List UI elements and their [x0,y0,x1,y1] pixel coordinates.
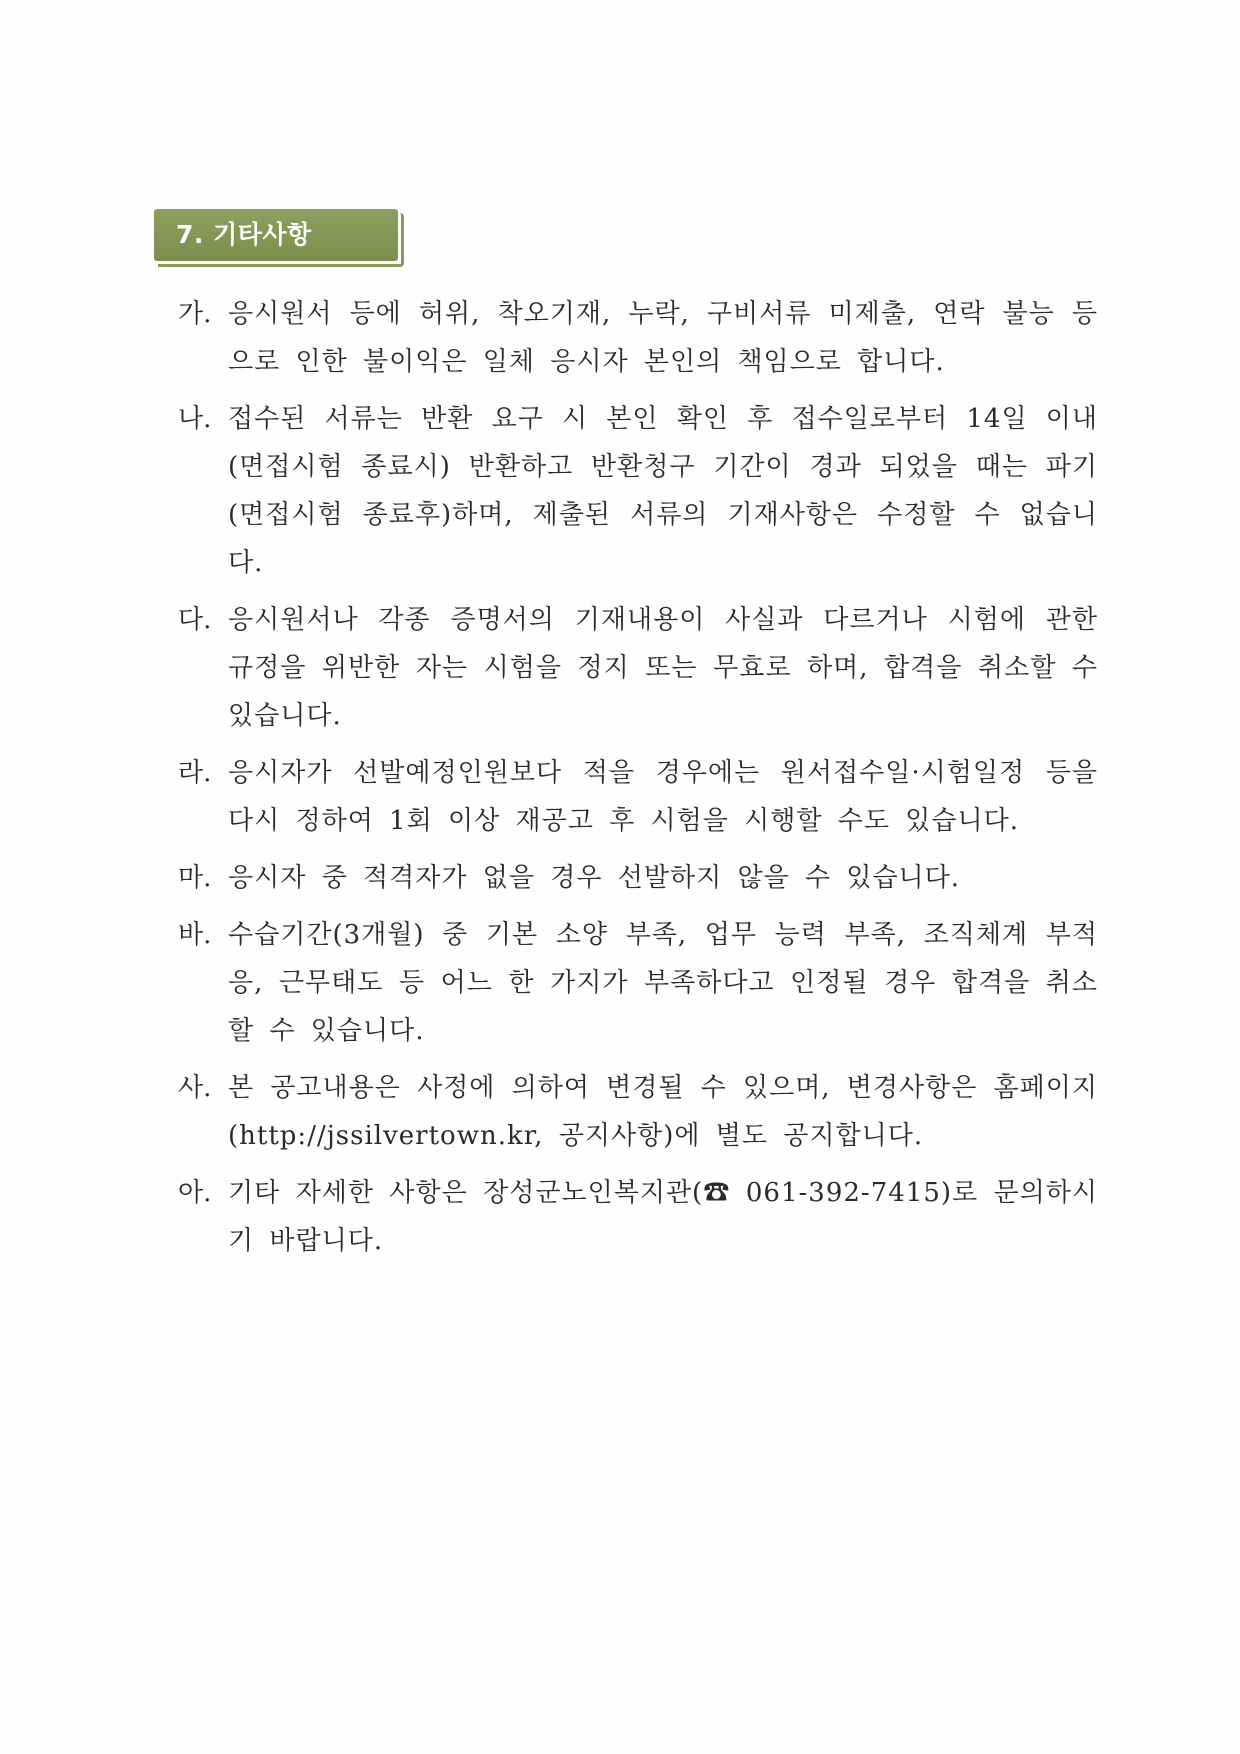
item-text: 응시원서나 각종 증명서의 기재내용이 사실과 다르거나 시험에 관한 규정을 위반한 자는 시험을 정지 또는 무효로 하며, 합격을 취소할 수 있습니다. [228,605,1098,731]
item-text: 응시자 중 적격자가 없을 경우 선발하지 않을 수 있습니다. [228,863,961,893]
list-item [178,749,1098,845]
section-title: 7. 기타사항 [176,220,312,249]
item-marker: 다. [178,605,212,635]
item-text: 응시자가 선발예정인원보다 적을 경우에는 원서접수일·시험일정 등을 다시 정하여 1회 이상 재공고 후 시험을 시행할 수도 있습니다. [228,758,1098,836]
item-marker: 나. [178,404,212,434]
notice-list [178,290,1098,1274]
list-item [178,854,1098,902]
item-text: 접수된 서류는 반환 요구 시 본인 확인 후 접수일로부터 14일 이내(면접시험 종료시) 반환하고 반환청구 기간이 경과 되었을 때는 파기(면접시험 종료후)하며, 제출된 서류의 기재사항은 수정할 수 없습니다. [228,404,1098,578]
item-marker: 가. [178,299,212,329]
item-marker: 사. [178,1073,212,1103]
item-marker: 바. [178,920,212,950]
item-text: 수습기간(3개월) 중 기본 소양 부족, 업무 능력 부족, 조직체계 부적응, 근무태도 등 어느 한 가지가 부족하다고 인정될 경우 합격을 취소할 수 있습니다. [228,920,1098,1046]
item-marker: 라. [178,758,212,788]
item-marker: 마. [178,863,212,893]
item-text: 기타 자세한 사항은 장성군노인복지관(☎ 061-392-7415)로 문의하시기 바랍니다. [228,1178,1098,1256]
item-marker: 아. [178,1178,212,1208]
item-text: 본 공고내용은 사정에 의하여 변경될 수 있으며, 변경사항은 홈페이지(http://jssilvertown.kr, 공지사항)에 별도 공지합니다. [228,1073,1098,1151]
list-item [178,1064,1098,1160]
section-header-box [154,209,398,261]
list-item [178,1169,1098,1265]
list-item [178,596,1098,740]
item-text: 응시원서 등에 허위, 착오기재, 누락, 구비서류 미제출, 연락 불능 등으로 인한 불이익은 일체 응시자 본인의 책임으로 합니다. [228,299,1098,377]
list-item [178,911,1098,1055]
section-header [154,209,400,265]
list-item [178,290,1098,386]
list-item [178,395,1098,587]
